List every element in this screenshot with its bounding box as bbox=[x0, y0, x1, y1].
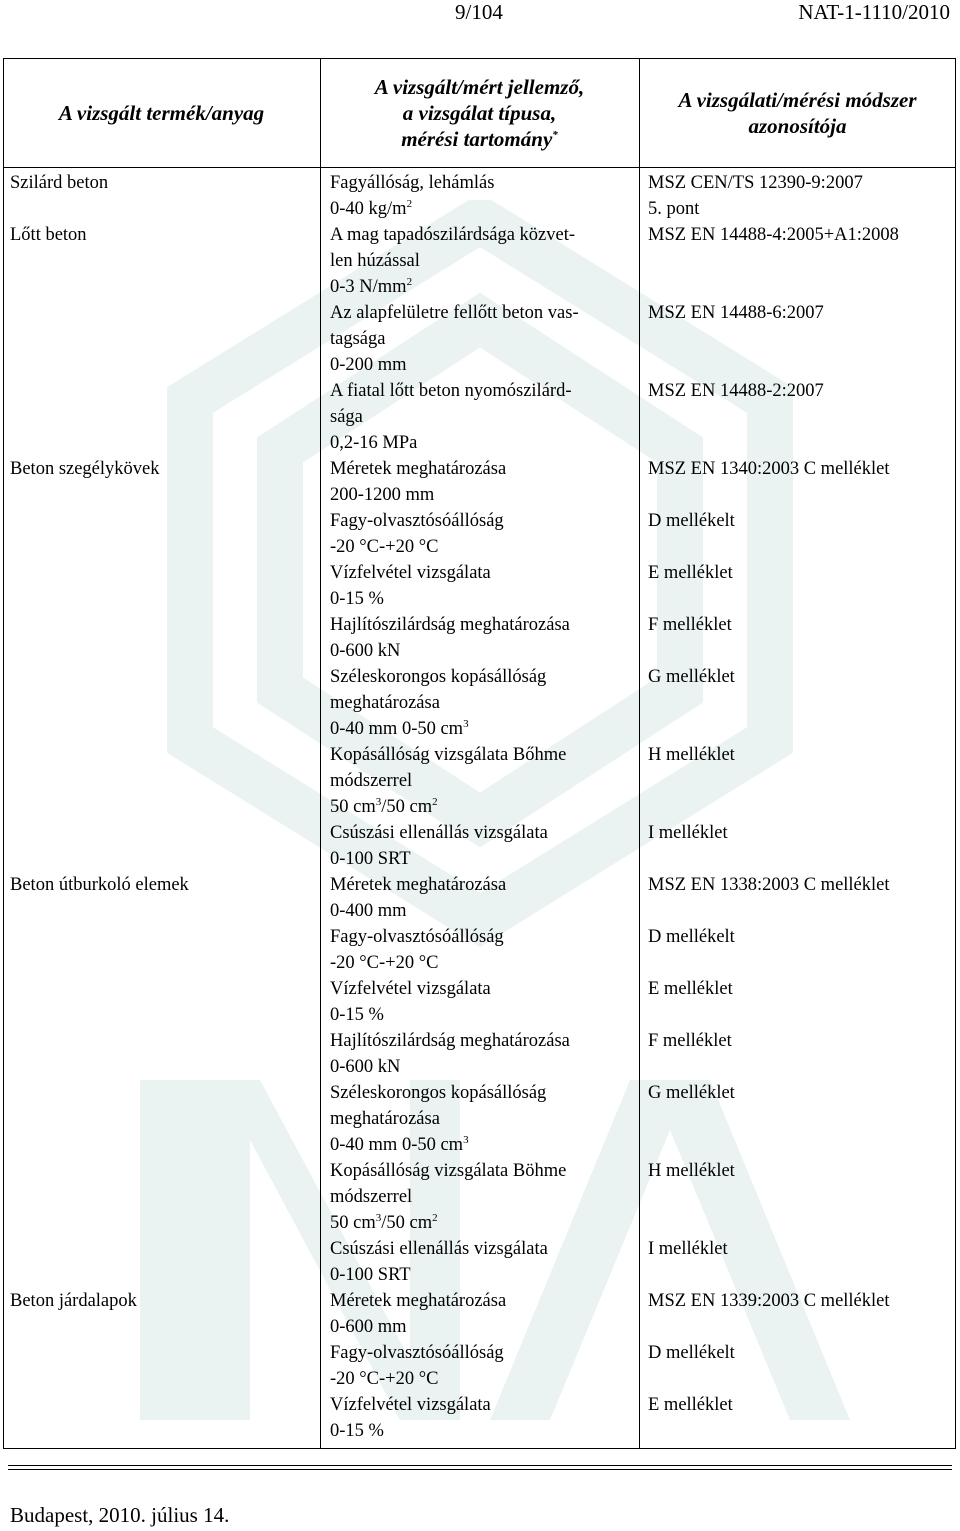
column-divider bbox=[639, 58, 640, 1449]
characteristic-line: Széleskorongos kopásállóság bbox=[330, 667, 547, 687]
method-identifier: D mellékelt bbox=[648, 927, 735, 947]
product-name: Lőtt beton bbox=[10, 225, 87, 245]
method-identifier: MSZ CEN/TS 12390-9:2007 bbox=[648, 173, 863, 193]
method-identifier: I melléklet bbox=[648, 1239, 728, 1259]
footer-rule bbox=[8, 1469, 952, 1470]
column-divider bbox=[320, 58, 321, 1449]
header-method-line-2: azonosítója bbox=[748, 114, 847, 138]
characteristic-line: meghatározása bbox=[330, 693, 440, 713]
method-identifier: G melléklet bbox=[648, 667, 735, 687]
header-line-1: A vizsgált/mért jellemző, bbox=[374, 75, 585, 99]
header-line-3: mérési tartomány* bbox=[401, 127, 558, 151]
product-name: Beton útburkoló elemek bbox=[10, 875, 189, 895]
characteristic-line: módszerrel bbox=[330, 1187, 413, 1207]
method-identifier: E melléklet bbox=[648, 979, 733, 999]
characteristic-line: 50 $cm^3/50$ $cm^2$ bbox=[330, 795, 438, 817]
method-column bbox=[648, 170, 953, 1444]
method-identifier: G melléklet bbox=[648, 1083, 735, 1103]
characteristic-line: -20 °C-+20 °C bbox=[330, 537, 439, 557]
method-identifier: MSZ EN 14488-2:2007 bbox=[648, 381, 824, 401]
characteristic-line: 0-100 SRT bbox=[330, 849, 411, 869]
characteristic-line: Méretek meghatározása bbox=[330, 459, 507, 479]
characteristic-line: 0-15 % bbox=[330, 589, 384, 609]
method-identifier: I melléklet bbox=[648, 823, 728, 843]
characteristic-line: 0-100 SRT bbox=[330, 1265, 411, 1285]
product-column bbox=[10, 170, 315, 1444]
characteristic-line: 0-600 kN bbox=[330, 1057, 401, 1077]
method-identifier: E melléklet bbox=[648, 563, 733, 583]
characteristic-line: Méretek meghatározása bbox=[330, 875, 507, 895]
characteristic-line: 0-600 mm bbox=[330, 1317, 407, 1337]
column-header-method bbox=[639, 58, 956, 168]
characteristic-line: Hajlítószilárdság meghatározása bbox=[330, 1031, 570, 1051]
characteristic-line: -20 °C-+20 °C bbox=[330, 953, 439, 973]
characteristic-column bbox=[330, 170, 635, 1444]
characteristic-line: Fagy-olvasztósóállóság bbox=[330, 1343, 504, 1363]
characteristic-line: Csúszási ellenállás vizsgálata bbox=[330, 1239, 548, 1259]
characteristic-line: Hajlítószilárdság meghatározása bbox=[330, 615, 570, 635]
method-identifier: H melléklet bbox=[648, 1161, 735, 1181]
method-identifier: MSZ EN 1340:2003 C melléklet bbox=[648, 459, 890, 479]
footer-place-date: Budapest, 2010. július 14. bbox=[10, 1503, 230, 1527]
characteristic-line: Fagy-olvasztósóállóság bbox=[330, 511, 504, 531]
characteristic-line: 50 $cm^3/50$ $cm^2$ bbox=[330, 1211, 438, 1233]
characteristic-line: Méretek meghatározása bbox=[330, 1291, 507, 1311]
column-header-product: A vizsgált termék/anyag bbox=[58, 101, 265, 125]
method-identifier: F melléklet bbox=[648, 615, 732, 635]
method-identifier: MSZ EN 1338:2003 C melléklet bbox=[648, 875, 890, 895]
header-line-2: a vizsgálat típusa, bbox=[402, 101, 557, 125]
characteristic-line: 0-400 mm bbox=[330, 901, 407, 921]
footer-rule bbox=[8, 1465, 952, 1466]
column-header-characteristic bbox=[320, 58, 639, 168]
characteristic-line: tagsága bbox=[330, 329, 386, 349]
characteristic-line: 0-40 $kg/m^2$ bbox=[330, 197, 413, 219]
characteristic-line: sága bbox=[330, 407, 363, 427]
characteristic-line: A mag tapadószilárdsága közvet- bbox=[330, 225, 576, 245]
characteristic-line: Vízfelvétel vizsgálata bbox=[330, 979, 491, 999]
method-identifier: MSZ EN 1339:2003 C melléklet bbox=[648, 1291, 890, 1311]
characteristic-line: 0-200 mm bbox=[330, 355, 407, 375]
characteristic-line: len húzással bbox=[330, 251, 420, 271]
characteristic-line: 0-3 $N/mm^2$ bbox=[330, 275, 413, 297]
characteristic-line: Vízfelvétel vizsgálata bbox=[330, 563, 491, 583]
characteristic-line: 0-15 % bbox=[330, 1421, 384, 1441]
characteristic-line: Széleskorongos kopásállóság bbox=[330, 1083, 547, 1103]
characteristic-line: Vízfelvétel vizsgálata bbox=[330, 1395, 491, 1415]
characteristic-line: Fagyállóság, lehámlás bbox=[330, 173, 495, 193]
page-number: 9/104 bbox=[455, 0, 503, 24]
characteristic-line: Fagy-olvasztósóállóság bbox=[330, 927, 504, 947]
characteristic-line: A fiatal lőtt beton nyomószilárd- bbox=[330, 381, 572, 401]
method-identifier: 5. pont bbox=[648, 199, 700, 219]
method-identifier: D mellékelt bbox=[648, 1343, 735, 1363]
method-identifier: MSZ EN 14488-6:2007 bbox=[648, 303, 824, 323]
characteristic-line: Csúszási ellenállás vizsgálata bbox=[330, 823, 548, 843]
method-identifier: MSZ EN 14488-4:2005+A1:2008 bbox=[648, 225, 899, 245]
product-name: Beton járdalapok bbox=[10, 1291, 137, 1311]
product-name: Szilárd beton bbox=[10, 173, 109, 193]
characteristic-line: 0-15 % bbox=[330, 1005, 384, 1025]
characteristic-line: meghatározása bbox=[330, 1109, 440, 1129]
method-identifier: E melléklet bbox=[648, 1395, 733, 1415]
characteristic-line: Az alapfelületre fellőtt beton vas- bbox=[330, 303, 579, 323]
product-name: Beton szegélykövek bbox=[10, 459, 160, 479]
characteristic-line: 200-1200 mm bbox=[330, 485, 435, 505]
method-identifier: F melléklet bbox=[648, 1031, 732, 1051]
characteristic-line: módszerrel bbox=[330, 771, 413, 791]
method-identifier: H melléklet bbox=[648, 745, 735, 765]
characteristic-line: Kopásállóság vizsgálata Bőhme bbox=[330, 745, 567, 765]
characteristic-line: 0,2-16 MPa bbox=[330, 433, 418, 453]
characteristic-line: -20 °C-+20 °C bbox=[330, 1369, 439, 1389]
characteristic-line: 0-40 mm 0-50 $cm^3$ bbox=[330, 717, 469, 739]
header-method-line-1: A vizsgálati/mérési módszer bbox=[678, 88, 917, 112]
method-identifier: D mellékelt bbox=[648, 511, 735, 531]
characteristic-line: Kopásállóság vizsgálata Böhme bbox=[330, 1161, 567, 1181]
document-id: NAT-1-1110/2010 bbox=[798, 0, 950, 24]
characteristic-line: 0-40 mm 0-50 $cm^3$ bbox=[330, 1133, 469, 1155]
characteristic-line: 0-600 kN bbox=[330, 641, 401, 661]
